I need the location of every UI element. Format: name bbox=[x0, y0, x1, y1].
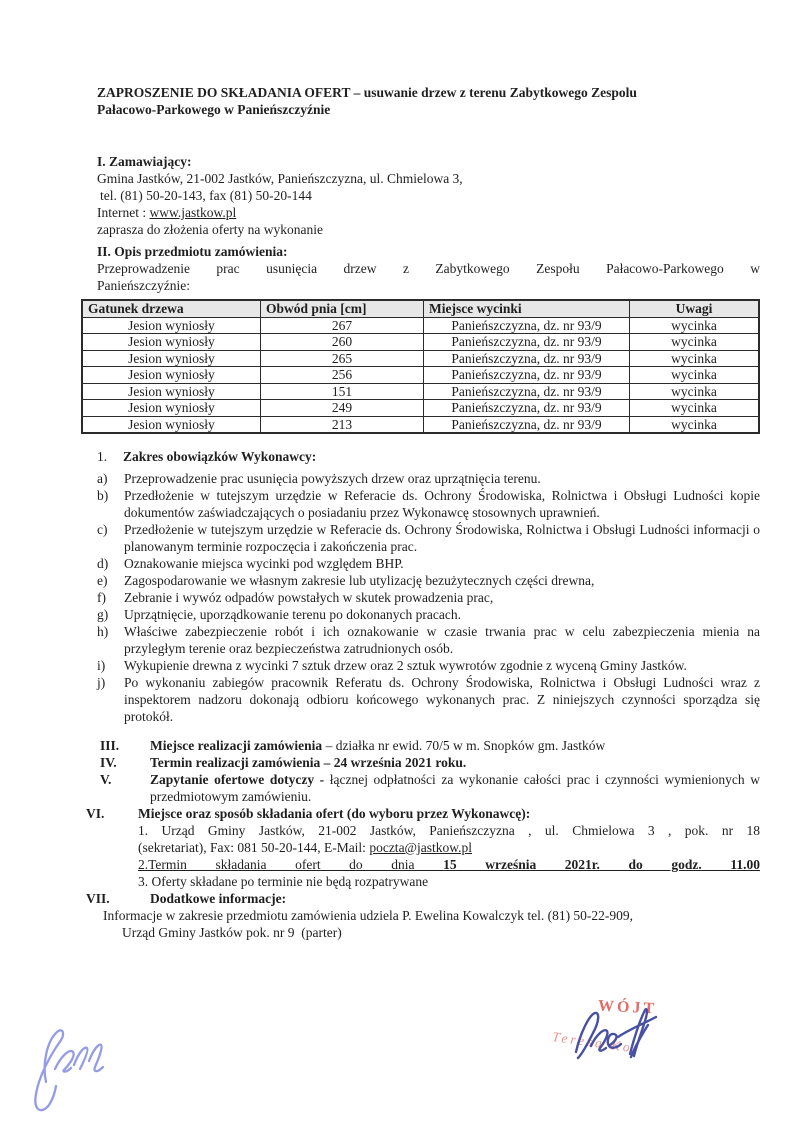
section-vii-heading: Dodatkowe informacje: bbox=[150, 891, 287, 906]
cell-remarks: wycinka bbox=[630, 383, 760, 400]
email-link[interactable]: poczta@jastkow.pl bbox=[369, 840, 472, 855]
item-label: g) bbox=[97, 607, 109, 622]
cell-remarks: wycinka bbox=[630, 350, 760, 367]
list-item bbox=[97, 572, 760, 589]
section-v-numeral: V. bbox=[100, 772, 112, 787]
section-iii-text bbox=[150, 737, 760, 754]
list-item bbox=[97, 470, 760, 487]
section-vii-info-line1: Informacje w zakresie przedmiotu zamówienia udziela P. Ewelina Kowalczyk tel. (81) 50-22-909, bbox=[103, 908, 634, 923]
item-text: Oznakowanie miejsca wycinki pod względem BHP. bbox=[124, 556, 404, 571]
ordering-party-internet bbox=[97, 204, 760, 221]
section-v bbox=[97, 771, 760, 805]
vi-item3: 3. Oferty składane po terminie nie będą rozpatrywane bbox=[138, 874, 429, 889]
item-label: c) bbox=[97, 522, 108, 537]
table-row bbox=[82, 317, 759, 334]
section-iii bbox=[97, 737, 760, 754]
item-text: Uprzątnięcie, uporządkowanie terenu po dokonanych pracach. bbox=[124, 607, 461, 622]
col-header-remarks: Uwagi bbox=[630, 300, 760, 317]
section-subject bbox=[88, 243, 760, 434]
cell-remarks: wycinka bbox=[630, 367, 760, 384]
section-ii-heading: II. Opis przedmiotu zamówienia: bbox=[97, 244, 288, 259]
section-i-heading: I. Zamawiający: bbox=[97, 154, 192, 169]
cell-remarks: wycinka bbox=[630, 334, 760, 351]
cell-circumference: 249 bbox=[261, 400, 424, 417]
section-vi-heading: Miejsce oraz sposób składania ofert (do wyboru przez Wykonawcę): bbox=[138, 806, 531, 821]
item-label: f) bbox=[97, 590, 106, 605]
duties-heading-row bbox=[97, 448, 760, 465]
section-iv-text bbox=[150, 754, 760, 771]
title-line-1: ZAPROSZENIE DO SKŁADANIA OFERT – usuwanie drzew z terenu Zabytkowego Zespolu bbox=[97, 85, 637, 100]
list-item bbox=[97, 555, 760, 572]
section-vi bbox=[86, 805, 760, 890]
cell-location: Panieńszczyzna, dz. nr 93/9 bbox=[424, 367, 630, 384]
ordering-party-address: Gmina Jastków, 21-002 Jastków, Panieńszczyzna, ul. Chmielowa 3, bbox=[97, 171, 463, 186]
duties-number: 1. bbox=[97, 449, 108, 464]
roman-sections bbox=[86, 737, 760, 941]
table-row bbox=[82, 383, 759, 400]
list-item bbox=[97, 589, 760, 606]
cell-remarks: wycinka bbox=[630, 317, 760, 334]
cell-circumference: 213 bbox=[261, 416, 424, 433]
table-row bbox=[82, 400, 759, 417]
section-vi-items bbox=[138, 822, 760, 890]
list-item bbox=[97, 606, 760, 623]
section-vii-info-line2: Urząd Gminy Jastków pok. nr 9 (parter) bbox=[122, 925, 342, 940]
section-v-bold: Zapytanie ofertowe dotyczy - bbox=[150, 772, 325, 787]
section-iv bbox=[97, 754, 760, 771]
item-label: h) bbox=[97, 624, 109, 639]
cell-species: Jesion wyniosły bbox=[82, 317, 261, 334]
cell-location: Panieńszczyzna, dz. nr 93/9 bbox=[424, 334, 630, 351]
col-header-location: Miejsce wycinki bbox=[424, 300, 630, 317]
subject-paragraph-line2: Panieńszczyźnie: bbox=[97, 278, 190, 293]
section-vii-numeral: VII. bbox=[86, 891, 110, 906]
table-row bbox=[82, 350, 759, 367]
vi-item1-line1: 1. Urząd Gminy Jastków, 21-002 Jastków, Panieńszczyzna , ul. Chmielowa 3 , pok. nr 18 bbox=[138, 823, 760, 838]
trees-table bbox=[81, 299, 760, 434]
cell-remarks: wycinka bbox=[630, 400, 760, 417]
col-header-circumference: Obwód pnia [cm] bbox=[261, 300, 424, 317]
list-item bbox=[97, 487, 760, 521]
item-text: Przedłożenie w tutejszym urzędzie w Referacie ds. Ochrony Środowiska, Rolnictwa i Obsługi Ludności kopie dokumentów zaświadczających o posiadaniu przez Wykonawcę stosownych uprawnień. bbox=[124, 488, 760, 520]
item-label: e) bbox=[97, 573, 108, 588]
duties-heading: Zakres obowiązków Wykonawcy: bbox=[123, 449, 317, 464]
duties-list bbox=[97, 470, 760, 725]
cell-remarks: wycinka bbox=[630, 416, 760, 433]
vi-item1-line2 bbox=[138, 839, 760, 856]
section-iii-numeral: III. bbox=[100, 738, 120, 753]
cell-species: Jesion wyniosły bbox=[82, 367, 261, 384]
section-vi-numeral: VI. bbox=[86, 806, 105, 821]
cell-circumference: 256 bbox=[261, 367, 424, 384]
item-text: Wykupienie drewna z wycinki 7 sztuk drzew oraz 2 sztuk wywrotów zgodnie z wyceną Gminy Jastków. bbox=[124, 658, 687, 673]
ordering-party-phone: tel. (81) 50-20-143, fax (81) 50-20-144 bbox=[100, 188, 312, 203]
item-label: i) bbox=[97, 658, 106, 673]
cell-circumference: 260 bbox=[261, 334, 424, 351]
document-body bbox=[86, 84, 760, 941]
list-item bbox=[97, 623, 760, 657]
stamp-title-wojt: WÓJT bbox=[597, 997, 658, 1018]
cell-circumference: 265 bbox=[261, 350, 424, 367]
list-item bbox=[97, 657, 760, 674]
subject-paragraph-line1: Przeprowadzenie prac usunięcia drzew z Zabytkowego Zespołu Pałacowo-Parkowego w bbox=[97, 261, 760, 276]
internet-label: Internet : bbox=[97, 205, 150, 220]
item-label: j) bbox=[97, 675, 106, 690]
table-row bbox=[82, 334, 759, 351]
item-text: Przeprowadzenie prac usunięcia powyższych drzew oraz uprzątnięcia terenu. bbox=[124, 471, 541, 486]
cell-species: Jesion wyniosły bbox=[82, 416, 261, 433]
item-text: Przedłożenie w tutejszym urzędzie w Referacie ds. Ochrony Środowiska, Rolnictwa i Obsługi Ludności informacji o planowanym terminie rozpoczęcia i zakończenia prac. bbox=[124, 522, 760, 554]
item-text: Po wykonaniu zabiegów pracownik Referatu ds. Ochrony Środowiska, Rolnictwa i Obsługi Ludności wraz z inspektorem nadzoru dokonają odbioru końcowego wykonanych prac. Z niniejszych czynności sporządza się protokół. bbox=[124, 675, 760, 724]
paraph-initials-scribble bbox=[12, 1020, 117, 1125]
cell-location: Panieńszczyzna, dz. nr 93/9 bbox=[424, 317, 630, 334]
cell-location: Panieńszczyzna, dz. nr 93/9 bbox=[424, 416, 630, 433]
cell-location: Panieńszczyzna, dz. nr 93/9 bbox=[424, 350, 630, 367]
item-text: Zebranie i wywóz odpadów powstałych w skutek prowadzenia prac, bbox=[124, 590, 494, 605]
invitation-line: zaprasza do złożenia oferty na wykonanie bbox=[97, 222, 324, 237]
section-iii-rest: – działka nr ewid. 70/5 w m. Snopków gm. Jastków bbox=[322, 738, 606, 753]
title-line-2: Pałacowo-Parkowego w Panieńszczyźnie bbox=[97, 102, 331, 117]
section-v-rest: łącznej odpłatności za wykonanie całości prac i czynności wymienionych w przedmiotowym zamówieniu. bbox=[150, 772, 760, 804]
cell-species: Jesion wyniosły bbox=[82, 350, 261, 367]
mayor-stamp-area bbox=[552, 992, 732, 1087]
list-item bbox=[97, 521, 760, 555]
item-label: a) bbox=[97, 471, 108, 486]
cell-species: Jesion wyniosły bbox=[82, 383, 261, 400]
section-iv-bold: Termin realizacji zamówienia – 24 września 2021 roku. bbox=[150, 755, 467, 770]
table-header-row bbox=[82, 300, 759, 317]
table-row bbox=[82, 416, 759, 433]
item-label: d) bbox=[97, 556, 109, 571]
section-vi-body bbox=[138, 805, 760, 890]
paraph-area bbox=[12, 1020, 117, 1125]
cell-species: Jesion wyniosły bbox=[82, 334, 261, 351]
vi-item2-normal: 2.Termin składania ofert do dnia bbox=[138, 857, 444, 872]
cell-circumference: 267 bbox=[261, 317, 424, 334]
stamp-name-teresa-kot: Teresa Kot bbox=[551, 1028, 641, 1057]
vi-item1-line2-text: (sekretariat), Fax: 081 50-20-144, E-Mail: bbox=[138, 840, 370, 855]
item-text: Właściwe zabezpieczenie robót i ich oznakowanie w czasie trwania prac w celu zabezpieczenia mienia na przyległym terenie oraz bezpieczeństwa zatrudnionych osób. bbox=[124, 624, 760, 656]
website-link[interactable]: www.jastkow.pl bbox=[149, 205, 237, 220]
section-v-text bbox=[150, 771, 760, 805]
vi-item2-deadline bbox=[138, 856, 760, 873]
cell-species: Jesion wyniosły bbox=[82, 400, 261, 417]
section-iii-bold: Miejsce realizacji zamówienia bbox=[150, 738, 323, 753]
section-iv-numeral: IV. bbox=[100, 755, 117, 770]
vi-item2-bold: 15 września 2021r. do godz. 11.00 bbox=[443, 857, 760, 872]
item-label: b) bbox=[97, 488, 109, 503]
section-ordering-party bbox=[97, 153, 760, 238]
col-header-species: Gatunek drzewa bbox=[82, 300, 261, 317]
item-text: Zagospodarowanie we własnym zakresie lub utylizację bezużytecznych części drewna, bbox=[124, 573, 595, 588]
table-row bbox=[82, 367, 759, 384]
section-vii bbox=[86, 890, 760, 907]
cell-circumference: 151 bbox=[261, 383, 424, 400]
list-item bbox=[97, 674, 760, 725]
mayor-signature-scribble bbox=[558, 998, 682, 1072]
document-title bbox=[97, 84, 760, 118]
cell-location: Panieńszczyzna, dz. nr 93/9 bbox=[424, 383, 630, 400]
cell-location: Panieńszczyzna, dz. nr 93/9 bbox=[424, 400, 630, 417]
